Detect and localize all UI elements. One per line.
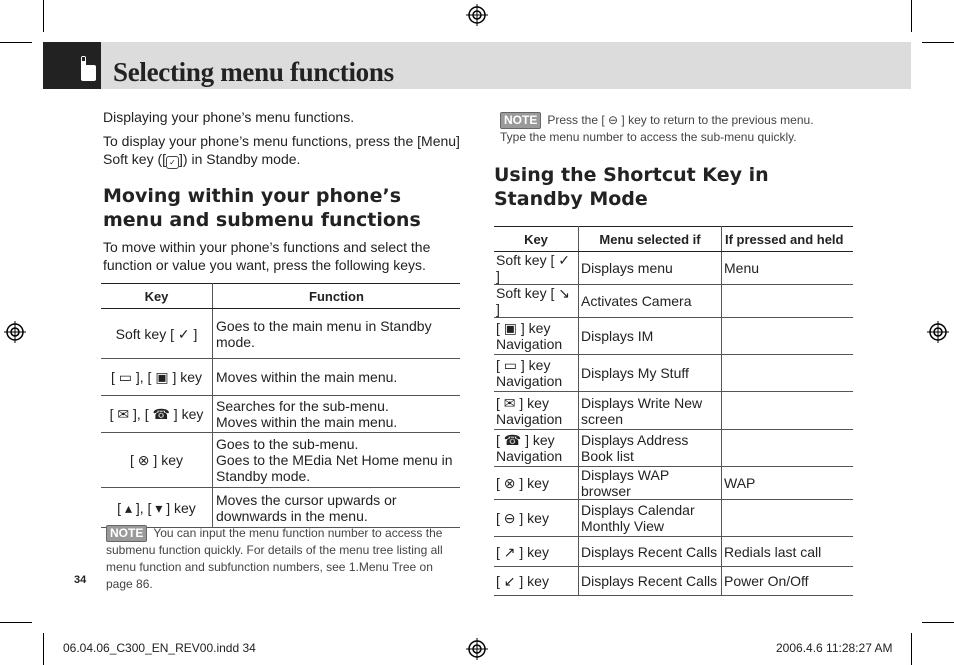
header-tab	[43, 42, 101, 89]
key-cell: [ ⊗ ] key	[494, 467, 579, 500]
held-cell	[722, 500, 854, 537]
menu-cell: Displays Recent Calls	[579, 537, 722, 567]
crop-mark	[922, 622, 954, 623]
menu-cell: Displays menu	[579, 252, 722, 285]
held-cell	[722, 430, 854, 467]
function-cell	[213, 396, 461, 433]
key-cell: Soft key [ ✓ ]	[494, 252, 579, 285]
note-left-text: You can input the menu function number to access the submenu function quickly. For details of the menu tree listing all menu function and subfunction numbers, see 1.Menu Tree on page 86.	[106, 526, 443, 591]
menu-cell: Displays IM	[579, 318, 722, 355]
function-cell: Moves the cursor upwards or downwards in the menu.	[213, 488, 461, 528]
section-intro-line-1: To move within your phone’s functions and select the	[103, 239, 431, 255]
section-intro-line-2: function or value you want, press the following keys.	[103, 257, 426, 273]
key-cell: [ ↗ ] key	[494, 537, 579, 567]
registration-mark-icon	[927, 321, 949, 343]
function-line: Goes to the MEdia Net Home menu in Standby mode.	[216, 452, 453, 484]
table-row	[494, 567, 853, 596]
shortcut-key-table	[494, 226, 853, 596]
table-row	[101, 488, 460, 528]
note-badge: NOTE	[106, 525, 147, 542]
footer-timestamp: 2006.4.6 11:28:27 AM	[776, 641, 893, 655]
held-cell	[722, 285, 854, 318]
page-number: 34	[74, 574, 87, 586]
page-title: Selecting menu functions	[113, 57, 394, 87]
footer-file-info: 06.04.06_C300_EN_REV00.indd 34	[63, 641, 256, 655]
menu-cell: Activates Camera	[579, 285, 722, 318]
menu-cell: Displays Write New screen	[579, 392, 722, 430]
menu-cell: Displays Calendar Monthly View	[579, 500, 722, 537]
held-cell: Power On/Off	[722, 567, 854, 596]
intro-line-2a: Soft key ([	[103, 151, 167, 167]
section-heading-right: Using the Shortcut Key in Standby Mode	[494, 164, 769, 210]
table-row	[494, 355, 853, 392]
menu-cell: Displays Address Book list	[579, 430, 722, 467]
hand-pointer-icon	[43, 42, 101, 89]
held-cell	[722, 318, 854, 355]
crop-mark	[911, 0, 912, 32]
table-header-key: Key	[101, 284, 213, 309]
registration-mark-icon	[466, 4, 488, 26]
note-badge: NOTE	[500, 112, 541, 129]
note-right-line-1: Press the [ ⊖ ] key to return to the previous menu.	[547, 113, 814, 127]
crop-mark	[0, 42, 32, 43]
note-right-line-2: Type the menu number to access the sub-menu quickly.	[500, 130, 797, 144]
key-cell: Soft key [ ✓ ]	[101, 309, 213, 359]
key-cell: [ ☎ ] key Navigation	[494, 430, 579, 467]
function-cell: Moves within the main menu.	[213, 359, 461, 396]
table-header-menu: Menu selected if	[579, 227, 722, 252]
key-function-table	[101, 283, 460, 528]
key-cell: [ ↙ ] key	[494, 567, 579, 596]
key-cell: [ ▴ ], [ ▾ ] key	[101, 488, 213, 528]
table-row	[101, 433, 460, 488]
held-cell	[722, 392, 854, 430]
held-cell: WAP	[722, 467, 854, 500]
table-row	[101, 396, 460, 433]
key-cell: [ ▭ ], [ ▣ ] key	[101, 359, 213, 396]
held-cell: Redials last call	[722, 537, 854, 567]
key-cell: [ ▭ ] key Navigation	[494, 355, 579, 392]
intro-instructions	[103, 132, 463, 169]
crop-mark	[922, 42, 954, 43]
section-intro-left	[103, 238, 463, 274]
soft-key-icon: ✓	[166, 156, 179, 169]
note-right	[500, 112, 860, 146]
table-row	[494, 537, 853, 567]
held-cell	[722, 355, 854, 392]
crop-mark	[43, 633, 44, 665]
function-cell	[213, 433, 461, 488]
crop-mark	[0, 622, 32, 623]
table-row	[494, 392, 853, 430]
intro-text: Displaying your phone’s menu functions.	[103, 109, 355, 125]
key-cell: [ ⊗ ] key	[101, 433, 213, 488]
menu-cell: Displays Recent Calls	[579, 567, 722, 596]
table-header-function: Function	[213, 284, 461, 309]
key-cell: Soft key [ ↘ ]	[494, 285, 579, 318]
function-line: Searches for the sub-menu.	[216, 398, 389, 414]
table-row	[101, 359, 460, 396]
key-cell: [ ▣ ] key Navigation	[494, 318, 579, 355]
table-row	[494, 252, 853, 285]
table-row	[494, 430, 853, 467]
function-line: Goes to the sub-menu.	[216, 436, 359, 452]
table-row	[494, 285, 853, 318]
key-cell: [ ✉ ] key Navigation	[494, 392, 579, 430]
crop-mark	[911, 633, 912, 665]
section-heading-left: Moving within your phone’s menu and submenu functions	[103, 185, 421, 231]
held-cell: Menu	[722, 252, 854, 285]
table-row	[494, 318, 853, 355]
table-header-held: If pressed and held	[722, 227, 854, 252]
menu-cell: Displays WAP browser	[579, 467, 722, 500]
intro-line-2b: ]) in Standby mode.	[179, 151, 301, 167]
function-line: Moves within the main menu.	[216, 414, 398, 430]
key-cell: [ ⊖ ] key	[494, 500, 579, 537]
function-cell: Goes to the main menu in Standby mode.	[213, 309, 461, 359]
note-left	[106, 525, 446, 593]
table-row	[101, 309, 460, 359]
table-header-key: Key	[494, 227, 579, 252]
intro-line-1: To display your phone’s menu functions, press the [Menu]	[103, 133, 460, 149]
key-cell: [ ✉ ], [ ☎ ] key	[101, 396, 213, 433]
table-row	[494, 500, 853, 537]
registration-mark-icon	[4, 321, 26, 343]
table-row	[494, 467, 853, 500]
menu-cell: Displays My Stuff	[579, 355, 722, 392]
registration-mark-icon	[466, 638, 488, 660]
crop-mark	[43, 0, 44, 32]
